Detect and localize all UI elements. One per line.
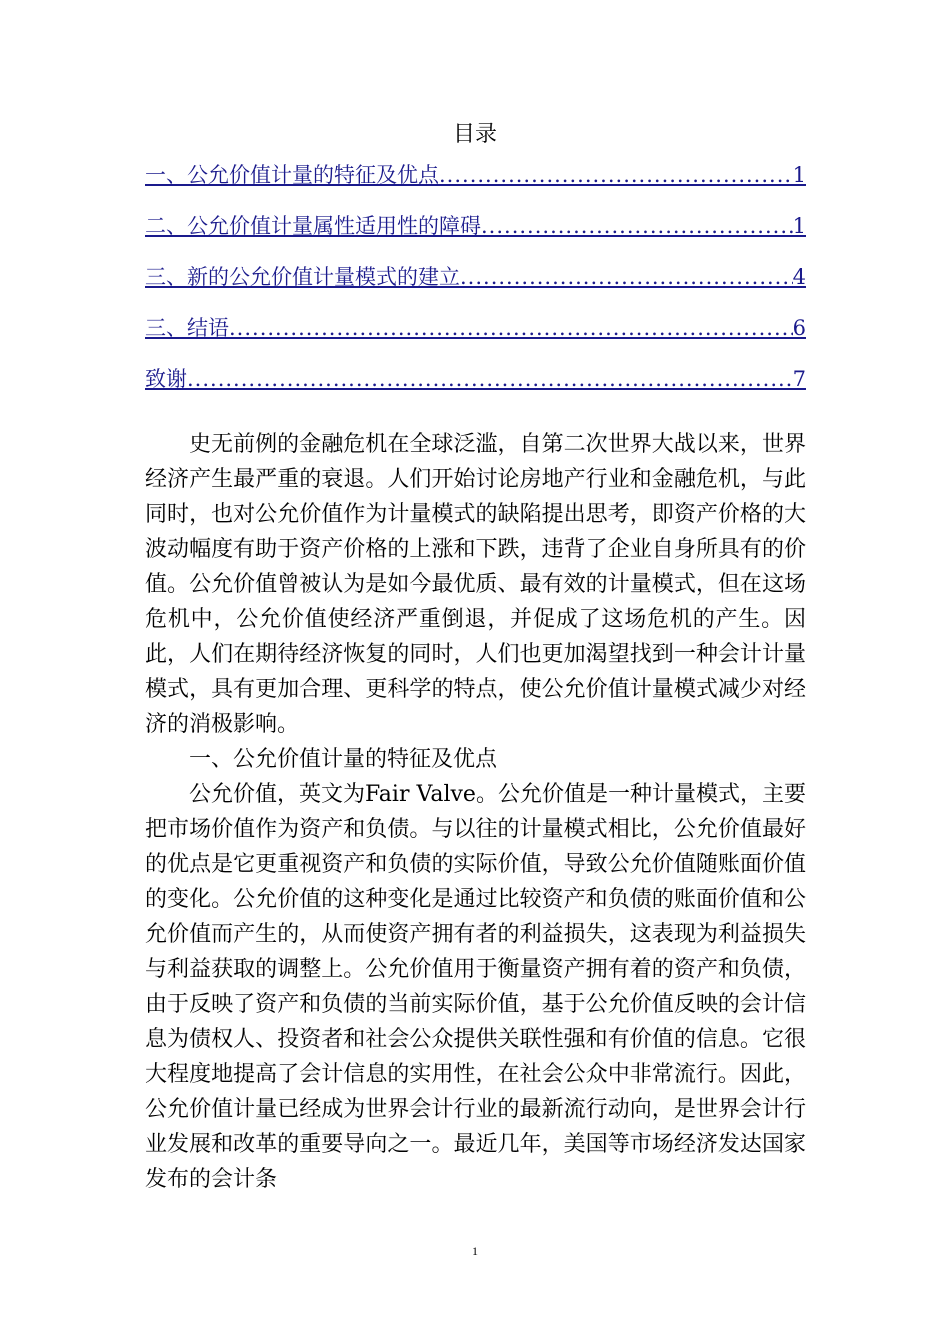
page-number: 1: [472, 1244, 478, 1258]
toc-entry-label: 致谢: [145, 367, 187, 391]
toc-entry-acknowledgements[interactable]: [145, 363, 806, 414]
toc-entry-page: 1: [792, 163, 806, 187]
toc-entry-label: 三、结语: [145, 316, 229, 340]
toc-entry-label: 二、公允价值计量属性适用性的障碍: [145, 214, 481, 238]
toc-leader-dots: [481, 210, 793, 242]
toc-entry-label: 一、公允价值计量的特征及优点: [145, 163, 439, 187]
toc-leader-dots: [439, 159, 793, 191]
body-text: [145, 427, 806, 1197]
section-heading: 一、公允价值计量的特征及优点: [189, 747, 498, 772]
toc-entry-label: 三、新的公允价值计量模式的建立: [145, 265, 460, 289]
toc-entry-section-1[interactable]: [145, 159, 806, 210]
toc-leader-dots: [460, 261, 793, 293]
toc-entry-conclusion[interactable]: [145, 312, 806, 363]
table-of-contents: [145, 159, 806, 414]
toc-entry-page: 4: [792, 265, 806, 289]
toc-entry-section-2[interactable]: [145, 210, 806, 261]
toc-title: 目录: [452, 122, 497, 147]
toc-entry-page: 1: [792, 214, 806, 238]
toc-entry-section-3[interactable]: [145, 261, 806, 312]
intro-paragraph: 史无前例的金融危机在全球泛滥，自第二次世界大战以来，世界经济产生最严重的衰退。人们开始讨论房地产行业和金融危机，与此同时，也对公允价值作为计量模式的缺陷提出思考，即资产价格的大波动幅度有助于资产价格的上涨和下跌，违背了企业自身所具有的价值。公允价值曾被认为是如今最优质、最有效的计量模式，但在这场危机中，公允价值使经济严重倒退，并促成了这场危机的产生。因此，人们在期待经济恢复的同时，人们也更加渴望找到一种会计计量模式，具有更加合理、更科学的特点，使公允价值计量模式减少对经济的消极影响。: [145, 432, 806, 737]
section-paragraph: 公允价值，英文为Fair Valve。公允价值是一种计量模式，主要把市场价值作为资产和负债。与以往的计量模式相比，公允价值最好的优点是它更重视资产和负债的实际价值，导致公允价值随账面价值的变化。公允价值的这种变化是通过比较资产和负债的账面价值和公允价值而产生的，从而使资产拥有者的利益损失，这表现为利益损失与利益获取的调整上。公允价值用于衡量资产拥有着的资产和负债，由于反映了资产和负债的当前实际价值，基于公允价值反映的会计信息为债权人、投资者和社会公众提供关联性强和有价值的信息。它很大程度地提高了会计信息的实用性，在社会公众中非常流行。因此，公允价值计量已经成为世界会计行业的最新流行动向，是世界会计行业发展和改革的重要导向之一。最近几年，美国等市场经济发达国家发布的会计条: [145, 782, 806, 1192]
toc-entry-page: 6: [792, 316, 806, 340]
toc-entry-page: 7: [792, 367, 806, 391]
toc-leader-dots: [229, 312, 793, 344]
toc-leader-dots: [187, 363, 793, 395]
